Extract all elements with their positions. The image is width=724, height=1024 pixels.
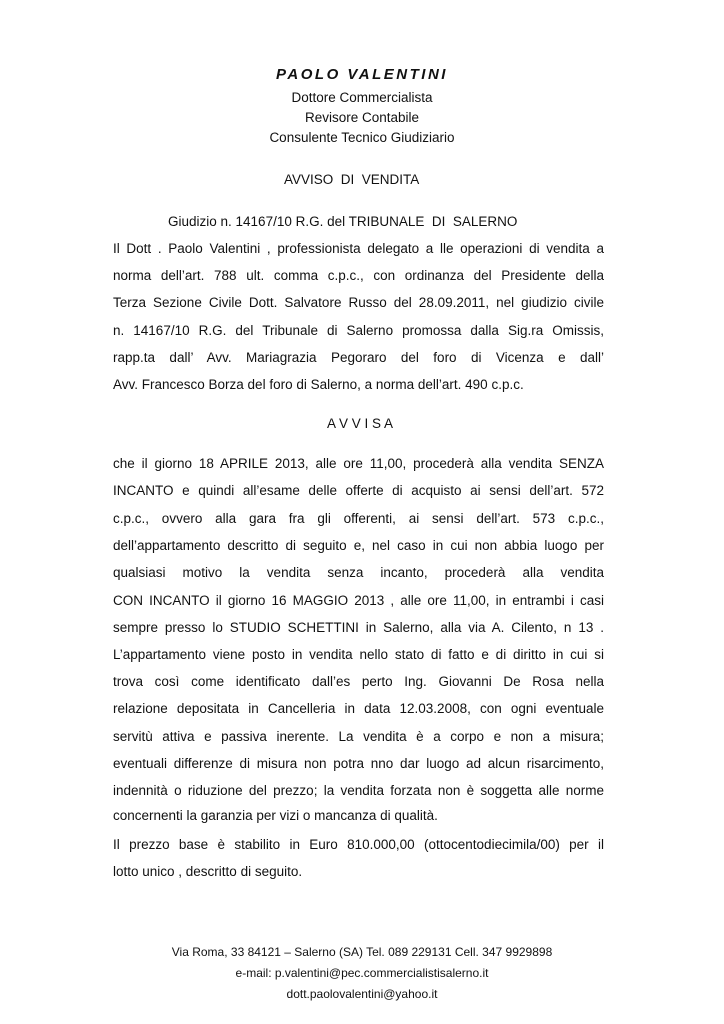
avvisa-heading: A V V I S A [327, 416, 394, 431]
letterhead-title-3: Consulente Tecnico Giudiziario [269, 130, 455, 145]
body-line: sempre presso lo STUDIO SCHETTINI in Salerno, alla via A. Cilento, n 13 . [113, 620, 604, 635]
body-line: trova così come identificato dall’es perto Ing. Giovanni De Rosa nella [113, 674, 604, 689]
intro-line: Il Dott . Paolo Valentini , professionista delegato a lle operazioni di vendita a [113, 241, 604, 256]
footer-address: Via Roma, 33 84121 – Salerno (SA) Tel. 089 229131 Cell. 347 9929898 [171, 945, 553, 959]
letterhead-name: PAOLO VALENTINI [276, 66, 448, 83]
footer-email: e-mail: p.valentini@pec.commercialistisalerno.it [235, 966, 489, 980]
intro-line: n. 14167/10 R.G. del Tribunale di Salerno promossa dalla Sig.ra Omissis, [113, 323, 604, 338]
body-line: concernenti la garanzia per vizi o mancanza di qualità. [113, 808, 438, 823]
notice-title: AVVISO DI VENDITA [284, 172, 420, 187]
case-reference: Giudizio n. 14167/10 R.G. del TRIBUNALE DI SALERNO [168, 214, 518, 229]
body-line: relazione depositata in Cancelleria in data 12.03.2008, con ogni eventuale [113, 701, 604, 716]
footer-email-secondary: dott.paolovalentini@yahoo.it [286, 987, 438, 1001]
body-line: L’appartamento viene posto in vendita nello stato di fatto e di diritto in cui si [113, 647, 604, 662]
body-line: INCANTO e quindi all’esame delle offerte di acquisto ai sensi dell’art. 572 [113, 483, 604, 498]
body-line: c.p.c., ovvero alla gara fra gli offerenti, ai sensi dell’art. 573 c.p.c., [113, 511, 604, 526]
letterhead-title-1: Dottore Commercialista [291, 90, 433, 105]
body-line: qualsiasi motivo la vendita senza incanto, procederà alla vendita [113, 565, 604, 580]
intro-line: rapp.ta dall’ Avv. Mariagrazia Pegoraro del foro di Vicenza e dall’ [113, 350, 604, 365]
body-line: CON INCANTO il giorno 16 MAGGIO 2013 , alle ore 11,00, in entrambi i casi [113, 593, 604, 608]
body-line: lotto unico , descritto di seguito. [113, 864, 303, 879]
body-line: eventuali differenze di misura non potra nno dar luogo ad alcun risarcimento, [113, 756, 604, 771]
body-line: Il prezzo base è stabilito in Euro 810.000,00 (ottocentodiecimila/00) per il [113, 837, 604, 852]
body-line: servitù attiva e passiva inerente. La vendita è a corpo e non a misura; [113, 729, 604, 744]
intro-line: Terza Sezione Civile Dott. Salvatore Russo del 28.09.2011, nel giudizio civile [113, 295, 604, 310]
body-line: indennità o riduzione del prezzo; la vendita forzata non è soggetta alle norme [113, 783, 604, 798]
body-line: che il giorno 18 APRILE 2013, alle ore 11,00, procederà alla vendita SENZA [113, 456, 604, 471]
intro-line: Avv. Francesco Borza del foro di Salerno, a norma dell’art. 490 c.p.c. [113, 377, 524, 392]
letterhead-title-2: Revisore Contabile [304, 110, 420, 125]
body-line: dell’appartamento descritto di seguito e, nel caso in cui non abbia luogo per [113, 538, 604, 553]
intro-line: norma dell’art. 788 ult. comma c.p.c., con ordinanza del Presidente della [113, 268, 604, 283]
